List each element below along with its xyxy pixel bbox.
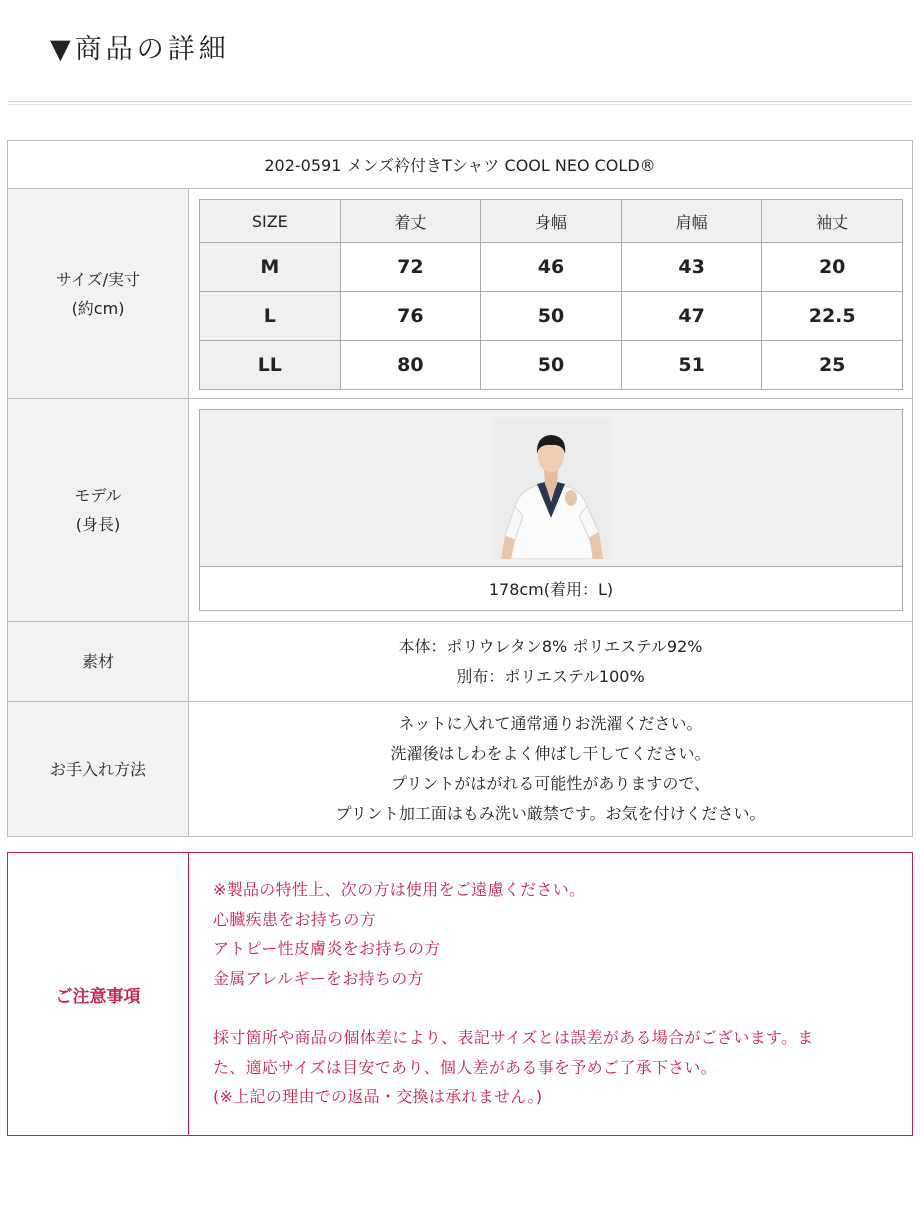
size-row [8, 189, 912, 399]
material-label [8, 622, 189, 701]
material-line: 別布：ポリエステル100% [456, 666, 645, 686]
care-line: プリントがはがれる可能性がありますので、 [390, 774, 711, 793]
care-label-text: お手入れ方法 [49, 759, 146, 779]
value-cell: 25 [762, 341, 903, 390]
model-label-line2: (身長) [75, 515, 121, 534]
product-title-row [8, 141, 912, 189]
size-label-line1: サイズ/実寸 [55, 269, 141, 289]
material-row [8, 622, 912, 702]
section-heading: ▼商品の詳細 [50, 34, 230, 65]
care-line: ネットに入れて通常通りお洗濯ください。 [398, 714, 703, 733]
table-row [200, 292, 903, 341]
caution-body [213, 875, 903, 1112]
col-header-width: 身幅 [481, 200, 622, 243]
value-cell: 50 [481, 341, 622, 390]
col-header-size: SIZE [200, 200, 341, 243]
value-cell: 22.5 [762, 292, 903, 341]
size-cell: M [200, 243, 341, 292]
heading-divider [8, 101, 912, 102]
col-header-shoulder: 肩幅 [621, 200, 762, 243]
caution-line: た、適応サイズは目安であり、個人差がある事を予めご了承下さい。 [213, 1057, 718, 1077]
material-line: 本体：ポリウレタン8% ポリエステル92% [398, 636, 703, 656]
heading-divider-secondary [8, 104, 912, 105]
caution-line: (※上記の理由での返品・交換は承れません。) [213, 1087, 543, 1107]
care-cell [189, 702, 912, 836]
product-title: 202-0591 メンズ衿付きTシャツ COOL NEO COLD® [264, 156, 656, 175]
table-row [200, 243, 903, 292]
table-row [200, 341, 903, 390]
size-label [8, 189, 189, 398]
value-cell: 47 [621, 292, 762, 341]
value-cell: 76 [340, 292, 481, 341]
material-cell [189, 622, 912, 701]
caution-line: アトピー性皮膚炎をお持ちの方 [213, 939, 441, 959]
material-label-text: 素材 [81, 652, 114, 671]
caution-spacer [213, 993, 903, 1023]
col-header-length: 着丈 [340, 200, 481, 243]
caution-line: ※製品の特性上、次の方は使用をご遠慮ください。 [213, 880, 586, 899]
value-cell: 43 [621, 243, 762, 292]
size-table-header [200, 200, 903, 243]
value-cell: 20 [762, 243, 903, 292]
caution-label: ご注意事項 [8, 853, 189, 1135]
caution-line: 採寸箇所や商品の個体差により、表記サイズとは誤差がある場合がございます。ま [213, 1027, 814, 1047]
size-cell: LL [200, 341, 341, 390]
caution-line: 金属アレルギーをお持ちの方 [213, 968, 424, 988]
value-cell: 46 [481, 243, 622, 292]
spec-table [7, 140, 913, 837]
model-box [199, 409, 903, 611]
model-photo-area [200, 410, 902, 567]
care-line: プリント加工面はもみ洗い厳禁です。お気を付けください。 [335, 804, 766, 823]
care-row [8, 702, 912, 836]
model-photo[interactable] [491, 418, 611, 559]
model-caption: 178cm(着用：L) [488, 579, 614, 599]
care-line: 洗濯後はしわをよく伸ばし干してください。 [390, 744, 711, 763]
value-cell: 50 [481, 292, 622, 341]
value-cell: 51 [621, 341, 762, 390]
model-label-line1: モデル [74, 486, 122, 505]
size-cell: L [200, 292, 341, 341]
value-cell: 80 [340, 341, 481, 390]
care-label [8, 702, 189, 836]
model-label [8, 399, 189, 621]
value-cell: 72 [340, 243, 481, 292]
caution-line: 心臓疾患をお持ちの方 [213, 909, 377, 929]
col-header-sleeve: 袖丈 [762, 200, 903, 243]
size-table [199, 199, 903, 390]
model-row [8, 399, 912, 622]
caution-box [7, 852, 913, 1136]
size-label-line2: (約cm) [71, 298, 125, 318]
